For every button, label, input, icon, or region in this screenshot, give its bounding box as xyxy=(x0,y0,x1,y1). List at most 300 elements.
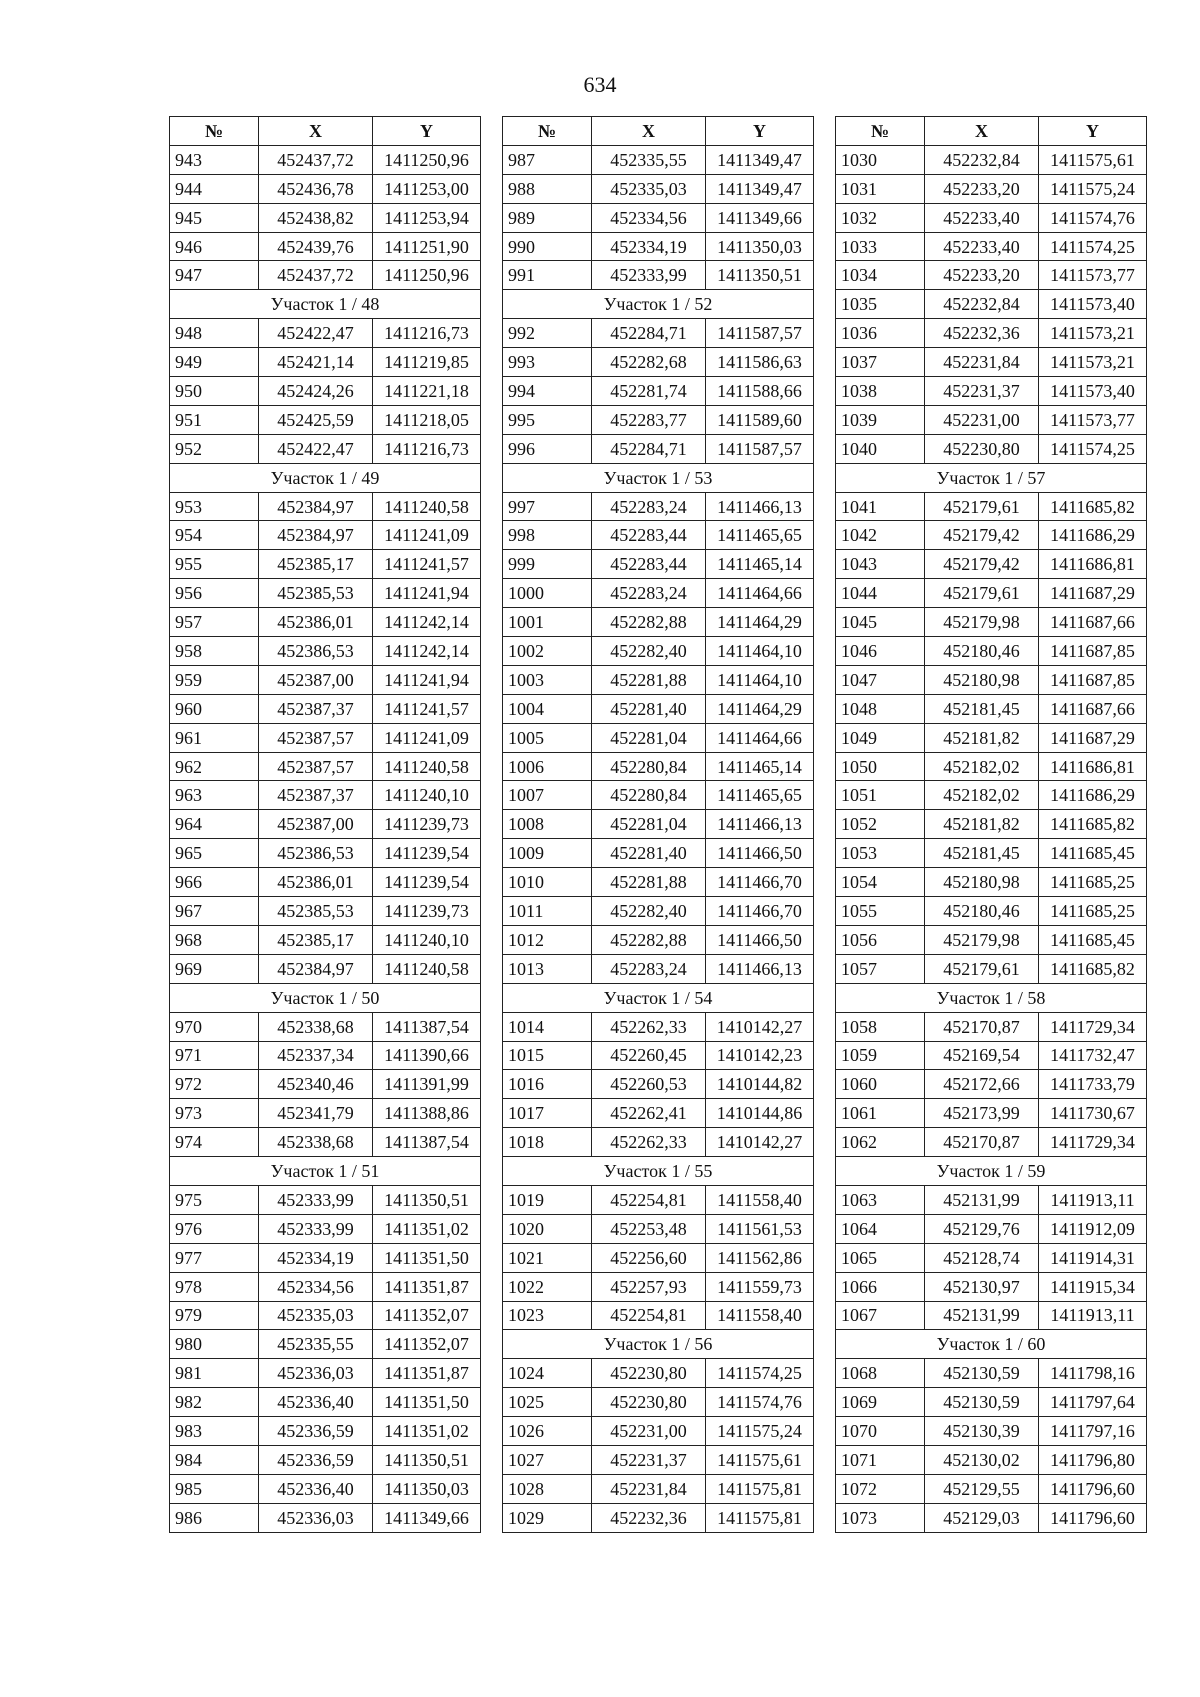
table-row xyxy=(503,1041,814,1070)
section-label: Участок 1 / 54 xyxy=(503,983,814,1012)
y-coordinate-cell: 1411574,76 xyxy=(1039,203,1147,232)
table-row xyxy=(170,1099,481,1128)
point-number-cell: 981 xyxy=(170,1359,259,1388)
x-coordinate-cell: 452335,55 xyxy=(259,1330,373,1359)
table-row xyxy=(170,897,481,926)
x-coordinate-cell: 452131,99 xyxy=(925,1185,1039,1214)
x-coordinate-cell: 452130,59 xyxy=(925,1359,1039,1388)
x-coordinate-cell: 452281,04 xyxy=(592,810,706,839)
table-row xyxy=(170,723,481,752)
y-coordinate-cell: 1411573,77 xyxy=(1039,261,1147,290)
section-header-row xyxy=(503,290,814,319)
y-coordinate-cell: 1411796,60 xyxy=(1039,1474,1147,1503)
table-row xyxy=(503,377,814,406)
table-row xyxy=(170,1359,481,1388)
point-number-cell: 1000 xyxy=(503,579,592,608)
point-number-cell: 1012 xyxy=(503,925,592,954)
point-number-cell: 1048 xyxy=(836,694,925,723)
point-number-cell: 1059 xyxy=(836,1041,925,1070)
x-coordinate-cell: 452437,72 xyxy=(259,261,373,290)
point-number-cell: 1028 xyxy=(503,1474,592,1503)
point-number-cell: 1004 xyxy=(503,694,592,723)
x-coordinate-cell: 452179,42 xyxy=(925,550,1039,579)
y-coordinate-cell: 1411575,24 xyxy=(1039,174,1147,203)
y-coordinate-cell: 1411219,85 xyxy=(373,348,481,377)
y-coordinate-cell: 1411349,66 xyxy=(373,1503,481,1532)
x-coordinate-cell: 452282,88 xyxy=(592,925,706,954)
point-number-cell: 960 xyxy=(170,694,259,723)
table-row xyxy=(503,925,814,954)
table-row xyxy=(503,1445,814,1474)
x-coordinate-cell: 452336,03 xyxy=(259,1359,373,1388)
y-coordinate-cell: 1411915,34 xyxy=(1039,1272,1147,1301)
table-row xyxy=(170,1041,481,1070)
table-row xyxy=(503,1214,814,1243)
table-row xyxy=(503,752,814,781)
point-number-cell: 946 xyxy=(170,232,259,261)
x-coordinate-cell: 452387,57 xyxy=(259,752,373,781)
x-coordinate-cell: 452334,56 xyxy=(592,203,706,232)
y-coordinate-cell: 1411350,51 xyxy=(706,261,814,290)
point-number-cell: 1029 xyxy=(503,1503,592,1532)
table-row xyxy=(503,1503,814,1532)
table-row xyxy=(503,1388,814,1417)
number-column-header: № xyxy=(836,117,925,146)
x-coordinate-cell: 452283,77 xyxy=(592,405,706,434)
point-number-cell: 962 xyxy=(170,752,259,781)
table-row xyxy=(503,1301,814,1330)
point-number-cell: 999 xyxy=(503,550,592,579)
x-coordinate-cell: 452334,56 xyxy=(259,1272,373,1301)
point-number-cell: 1053 xyxy=(836,839,925,868)
x-coordinate-cell: 452281,40 xyxy=(592,694,706,723)
y-coordinate-cell: 1411574,25 xyxy=(1039,232,1147,261)
table-row xyxy=(503,1099,814,1128)
x-coordinate-cell: 452334,19 xyxy=(592,232,706,261)
y-coordinate-cell: 1411575,61 xyxy=(706,1445,814,1474)
point-number-cell: 963 xyxy=(170,781,259,810)
y-coordinate-cell: 1411466,13 xyxy=(706,954,814,983)
x-column-header: X xyxy=(592,117,706,146)
table-row xyxy=(503,492,814,521)
x-coordinate-cell: 452170,87 xyxy=(925,1012,1039,1041)
x-coordinate-cell: 452181,82 xyxy=(925,723,1039,752)
y-coordinate-cell: 1411465,65 xyxy=(706,781,814,810)
x-coordinate-cell: 452182,02 xyxy=(925,781,1039,810)
table-row xyxy=(503,579,814,608)
x-coordinate-cell: 452172,66 xyxy=(925,1070,1039,1099)
table-row xyxy=(170,868,481,897)
table-row xyxy=(170,839,481,868)
x-coordinate-cell: 452338,68 xyxy=(259,1012,373,1041)
y-coordinate-cell: 1411390,66 xyxy=(373,1041,481,1070)
point-number-cell: 1036 xyxy=(836,319,925,348)
point-number-cell: 1062 xyxy=(836,1128,925,1157)
point-number-cell: 991 xyxy=(503,261,592,290)
x-coordinate-cell: 452231,00 xyxy=(925,405,1039,434)
point-number-cell: 979 xyxy=(170,1301,259,1330)
point-number-cell: 984 xyxy=(170,1445,259,1474)
x-coordinate-cell: 452421,14 xyxy=(259,348,373,377)
x-coordinate-cell: 452333,99 xyxy=(259,1185,373,1214)
y-coordinate-cell: 1411239,73 xyxy=(373,810,481,839)
point-number-cell: 1065 xyxy=(836,1243,925,1272)
point-number-cell: 1041 xyxy=(836,492,925,521)
point-number-cell: 998 xyxy=(503,521,592,550)
y-coordinate-cell: 1411216,73 xyxy=(373,434,481,463)
table-row xyxy=(170,1272,481,1301)
point-number-cell: 982 xyxy=(170,1388,259,1417)
x-coordinate-cell: 452387,37 xyxy=(259,694,373,723)
x-coordinate-cell: 452262,33 xyxy=(592,1012,706,1041)
x-coordinate-cell: 452181,82 xyxy=(925,810,1039,839)
point-number-cell: 1071 xyxy=(836,1445,925,1474)
y-coordinate-cell: 1411239,54 xyxy=(373,868,481,897)
section-header-row xyxy=(836,1330,1147,1359)
x-coordinate-cell: 452254,81 xyxy=(592,1185,706,1214)
x-coordinate-cell: 452386,01 xyxy=(259,608,373,637)
point-number-cell: 1021 xyxy=(503,1243,592,1272)
table-row xyxy=(836,319,1147,348)
section-label: Участок 1 / 49 xyxy=(170,463,481,492)
y-coordinate-cell: 1411575,81 xyxy=(706,1474,814,1503)
table-row xyxy=(836,145,1147,174)
table-row xyxy=(836,694,1147,723)
table-row xyxy=(170,1417,481,1446)
y-coordinate-cell: 1411240,10 xyxy=(373,925,481,954)
table-row xyxy=(503,145,814,174)
y-coordinate-cell: 1411686,81 xyxy=(1039,550,1147,579)
x-coordinate-cell: 452438,82 xyxy=(259,203,373,232)
point-number-cell: 943 xyxy=(170,145,259,174)
y-coordinate-cell: 1411239,73 xyxy=(373,897,481,926)
y-coordinate-cell: 1411388,86 xyxy=(373,1099,481,1128)
x-coordinate-cell: 452169,54 xyxy=(925,1041,1039,1070)
table-row xyxy=(170,261,481,290)
point-number-cell: 1040 xyxy=(836,434,925,463)
y-coordinate-cell: 1411687,29 xyxy=(1039,579,1147,608)
y-coordinate-cell: 1411349,47 xyxy=(706,145,814,174)
x-coordinate-cell: 452280,84 xyxy=(592,752,706,781)
table-row xyxy=(170,232,481,261)
y-coordinate-cell: 1411685,82 xyxy=(1039,810,1147,839)
y-coordinate-cell: 1411350,51 xyxy=(373,1185,481,1214)
table-row xyxy=(503,521,814,550)
x-coordinate-cell: 452284,71 xyxy=(592,319,706,348)
x-coordinate-cell: 452129,76 xyxy=(925,1214,1039,1243)
table-row xyxy=(170,492,481,521)
point-number-cell: 990 xyxy=(503,232,592,261)
y-coordinate-cell: 1411587,57 xyxy=(706,434,814,463)
point-number-cell: 959 xyxy=(170,665,259,694)
point-number-cell: 980 xyxy=(170,1330,259,1359)
section-label: Участок 1 / 48 xyxy=(170,290,481,319)
table-row xyxy=(170,665,481,694)
point-number-cell: 986 xyxy=(170,1503,259,1532)
point-number-cell: 1061 xyxy=(836,1099,925,1128)
table-row xyxy=(170,781,481,810)
y-coordinate-cell: 1411588,66 xyxy=(706,377,814,406)
section-header-row xyxy=(836,463,1147,492)
section-header-row xyxy=(503,1157,814,1186)
table-row xyxy=(836,1012,1147,1041)
y-coordinate-cell: 1411221,18 xyxy=(373,377,481,406)
x-coordinate-cell: 452282,68 xyxy=(592,348,706,377)
point-number-cell: 1011 xyxy=(503,897,592,926)
y-coordinate-cell: 1411562,86 xyxy=(706,1243,814,1272)
x-coordinate-cell: 452387,00 xyxy=(259,665,373,694)
x-coordinate-cell: 452232,84 xyxy=(925,290,1039,319)
y-coordinate-cell: 1410142,27 xyxy=(706,1128,814,1157)
y-coordinate-cell: 1411242,14 xyxy=(373,637,481,666)
table-row xyxy=(503,203,814,232)
y-coordinate-cell: 1411687,66 xyxy=(1039,608,1147,637)
y-coordinate-cell: 1411216,73 xyxy=(373,319,481,348)
x-coordinate-cell: 452385,17 xyxy=(259,925,373,954)
x-coordinate-cell: 452340,46 xyxy=(259,1070,373,1099)
y-coordinate-cell: 1411391,99 xyxy=(373,1070,481,1099)
table-row xyxy=(836,1301,1147,1330)
y-coordinate-cell: 1411912,09 xyxy=(1039,1214,1147,1243)
y-coordinate-cell: 1411589,60 xyxy=(706,405,814,434)
y-coordinate-cell: 1411575,81 xyxy=(706,1503,814,1532)
x-coordinate-cell: 452233,20 xyxy=(925,174,1039,203)
x-coordinate-cell: 452281,04 xyxy=(592,723,706,752)
table-row xyxy=(836,521,1147,550)
x-coordinate-cell: 452231,84 xyxy=(925,348,1039,377)
table-row xyxy=(836,781,1147,810)
point-number-cell: 978 xyxy=(170,1272,259,1301)
point-number-cell: 975 xyxy=(170,1185,259,1214)
y-coordinate-cell: 1411251,90 xyxy=(373,232,481,261)
table-row xyxy=(503,1185,814,1214)
y-coordinate-cell: 1411465,14 xyxy=(706,752,814,781)
x-coordinate-cell: 452256,60 xyxy=(592,1243,706,1272)
y-coordinate-cell: 1411241,57 xyxy=(373,550,481,579)
x-coordinate-cell: 452333,99 xyxy=(259,1214,373,1243)
x-coordinate-cell: 452385,17 xyxy=(259,550,373,579)
point-number-cell: 974 xyxy=(170,1128,259,1157)
x-coordinate-cell: 452231,37 xyxy=(592,1445,706,1474)
table-row xyxy=(170,1070,481,1099)
x-coordinate-cell: 452170,87 xyxy=(925,1128,1039,1157)
x-coordinate-cell: 452336,03 xyxy=(259,1503,373,1532)
y-coordinate-cell: 1411913,11 xyxy=(1039,1185,1147,1214)
x-coordinate-cell: 452384,97 xyxy=(259,521,373,550)
point-number-cell: 1063 xyxy=(836,1185,925,1214)
y-coordinate-cell: 1411240,58 xyxy=(373,492,481,521)
y-coordinate-cell: 1411352,07 xyxy=(373,1330,481,1359)
y-coordinate-cell: 1411464,29 xyxy=(706,694,814,723)
table-header-row xyxy=(836,117,1147,146)
y-coordinate-cell: 1411686,29 xyxy=(1039,521,1147,550)
table-row xyxy=(170,174,481,203)
y-coordinate-cell: 1411732,47 xyxy=(1039,1041,1147,1070)
point-number-cell: 1008 xyxy=(503,810,592,839)
point-number-cell: 985 xyxy=(170,1474,259,1503)
table-row xyxy=(836,550,1147,579)
x-coordinate-cell: 452283,24 xyxy=(592,579,706,608)
point-number-cell: 1005 xyxy=(503,723,592,752)
table-row xyxy=(836,810,1147,839)
table-row xyxy=(170,608,481,637)
y-coordinate-cell: 1411573,40 xyxy=(1039,377,1147,406)
table-row xyxy=(503,1128,814,1157)
x-coordinate-cell: 452233,20 xyxy=(925,261,1039,290)
table-row xyxy=(503,405,814,434)
y-coordinate-cell: 1411685,25 xyxy=(1039,868,1147,897)
y-coordinate-cell: 1411685,25 xyxy=(1039,897,1147,926)
point-number-cell: 948 xyxy=(170,319,259,348)
y-coordinate-cell: 1411797,16 xyxy=(1039,1417,1147,1446)
table-row xyxy=(503,694,814,723)
y-coordinate-cell: 1411466,70 xyxy=(706,897,814,926)
x-coordinate-cell: 452232,84 xyxy=(925,145,1039,174)
point-number-cell: 1014 xyxy=(503,1012,592,1041)
point-number-cell: 1025 xyxy=(503,1388,592,1417)
y-coordinate-cell: 1411241,94 xyxy=(373,665,481,694)
table-row xyxy=(503,174,814,203)
table-row xyxy=(836,839,1147,868)
y-coordinate-cell: 1411561,53 xyxy=(706,1214,814,1243)
point-number-cell: 1072 xyxy=(836,1474,925,1503)
y-coordinate-cell: 1411685,45 xyxy=(1039,839,1147,868)
y-coordinate-cell: 1411242,14 xyxy=(373,608,481,637)
number-column-header: № xyxy=(503,117,592,146)
y-coordinate-cell: 1411686,29 xyxy=(1039,781,1147,810)
x-coordinate-cell: 452231,00 xyxy=(592,1417,706,1446)
table-row xyxy=(170,348,481,377)
y-coordinate-cell: 1411465,14 xyxy=(706,550,814,579)
point-number-cell: 983 xyxy=(170,1417,259,1446)
point-number-cell: 1017 xyxy=(503,1099,592,1128)
x-coordinate-cell: 452130,97 xyxy=(925,1272,1039,1301)
x-coordinate-cell: 452386,53 xyxy=(259,637,373,666)
point-number-cell: 954 xyxy=(170,521,259,550)
table-row xyxy=(170,434,481,463)
point-number-cell: 1035 xyxy=(836,290,925,319)
x-coordinate-cell: 452422,47 xyxy=(259,434,373,463)
x-coordinate-cell: 452253,48 xyxy=(592,1214,706,1243)
page-number: 634 xyxy=(583,72,617,97)
y-coordinate-cell: 1411798,16 xyxy=(1039,1359,1147,1388)
x-coordinate-cell: 452424,26 xyxy=(259,377,373,406)
x-coordinate-cell: 452425,59 xyxy=(259,405,373,434)
point-number-cell: 1052 xyxy=(836,810,925,839)
point-number-cell: 1056 xyxy=(836,925,925,954)
y-coordinate-cell: 1411730,67 xyxy=(1039,1099,1147,1128)
x-coordinate-cell: 452281,88 xyxy=(592,665,706,694)
table-row xyxy=(170,1388,481,1417)
y-coordinate-cell: 1411574,25 xyxy=(706,1359,814,1388)
y-coordinate-cell: 1411464,10 xyxy=(706,637,814,666)
y-coordinate-cell: 1411239,54 xyxy=(373,839,481,868)
x-coordinate-cell: 452335,03 xyxy=(592,174,706,203)
coordinates-table-2 xyxy=(502,116,814,1533)
x-coordinate-cell: 452181,45 xyxy=(925,839,1039,868)
section-header-row xyxy=(503,1330,814,1359)
table-row xyxy=(503,897,814,926)
table-row xyxy=(170,1330,481,1359)
point-number-cell: 951 xyxy=(170,405,259,434)
y-coordinate-cell: 1411729,34 xyxy=(1039,1012,1147,1041)
y-coordinate-cell: 1411253,94 xyxy=(373,203,481,232)
y-coordinate-cell: 1410142,27 xyxy=(706,1012,814,1041)
table-row xyxy=(836,1128,1147,1157)
point-number-cell: 967 xyxy=(170,897,259,926)
x-coordinate-cell: 452230,80 xyxy=(925,434,1039,463)
table-row xyxy=(836,492,1147,521)
point-number-cell: 970 xyxy=(170,1012,259,1041)
section-label: Участок 1 / 52 xyxy=(503,290,814,319)
point-number-cell: 944 xyxy=(170,174,259,203)
point-number-cell: 1073 xyxy=(836,1503,925,1532)
x-coordinate-cell: 452385,53 xyxy=(259,579,373,608)
point-number-cell: 1001 xyxy=(503,608,592,637)
x-coordinate-cell: 452335,55 xyxy=(592,145,706,174)
y-coordinate-cell: 1411687,85 xyxy=(1039,637,1147,666)
table-row xyxy=(503,1243,814,1272)
y-coordinate-cell: 1411349,47 xyxy=(706,174,814,203)
point-number-cell: 1039 xyxy=(836,405,925,434)
table-row xyxy=(836,1185,1147,1214)
y-coordinate-cell: 1410142,23 xyxy=(706,1041,814,1070)
y-column-header: Y xyxy=(706,117,814,146)
table-row xyxy=(836,1445,1147,1474)
y-coordinate-cell: 1411240,10 xyxy=(373,781,481,810)
table-row xyxy=(503,608,814,637)
table-row xyxy=(836,1070,1147,1099)
table-row xyxy=(836,1214,1147,1243)
point-number-cell: 1066 xyxy=(836,1272,925,1301)
y-coordinate-cell: 1411351,87 xyxy=(373,1272,481,1301)
table-header-row xyxy=(170,117,481,146)
table-row xyxy=(836,1041,1147,1070)
point-number-cell: 1034 xyxy=(836,261,925,290)
table-row xyxy=(503,868,814,897)
y-coordinate-cell: 1411387,54 xyxy=(373,1012,481,1041)
x-coordinate-cell: 452130,59 xyxy=(925,1388,1039,1417)
section-header-row xyxy=(170,463,481,492)
table-row xyxy=(170,1503,481,1532)
section-label: Участок 1 / 50 xyxy=(170,983,481,1012)
table-row xyxy=(503,637,814,666)
table-row xyxy=(836,665,1147,694)
x-coordinate-cell: 452385,53 xyxy=(259,897,373,926)
table-row xyxy=(503,1359,814,1388)
point-number-cell: 976 xyxy=(170,1214,259,1243)
table-row xyxy=(503,348,814,377)
section-header-row xyxy=(836,983,1147,1012)
x-coordinate-cell: 452387,57 xyxy=(259,723,373,752)
section-label: Участок 1 / 59 xyxy=(836,1157,1147,1186)
point-number-cell: 972 xyxy=(170,1070,259,1099)
y-coordinate-cell: 1411350,03 xyxy=(706,232,814,261)
y-coordinate-cell: 1411352,07 xyxy=(373,1301,481,1330)
table-row xyxy=(503,232,814,261)
table-row xyxy=(170,752,481,781)
x-coordinate-cell: 452129,03 xyxy=(925,1503,1039,1532)
x-coordinate-cell: 452179,42 xyxy=(925,521,1039,550)
table-row xyxy=(836,868,1147,897)
point-number-cell: 969 xyxy=(170,954,259,983)
table-row xyxy=(503,550,814,579)
x-coordinate-cell: 452232,36 xyxy=(592,1503,706,1532)
x-coordinate-cell: 452257,93 xyxy=(592,1272,706,1301)
section-header-row xyxy=(503,463,814,492)
y-coordinate-cell: 1411250,96 xyxy=(373,261,481,290)
table-row xyxy=(503,839,814,868)
